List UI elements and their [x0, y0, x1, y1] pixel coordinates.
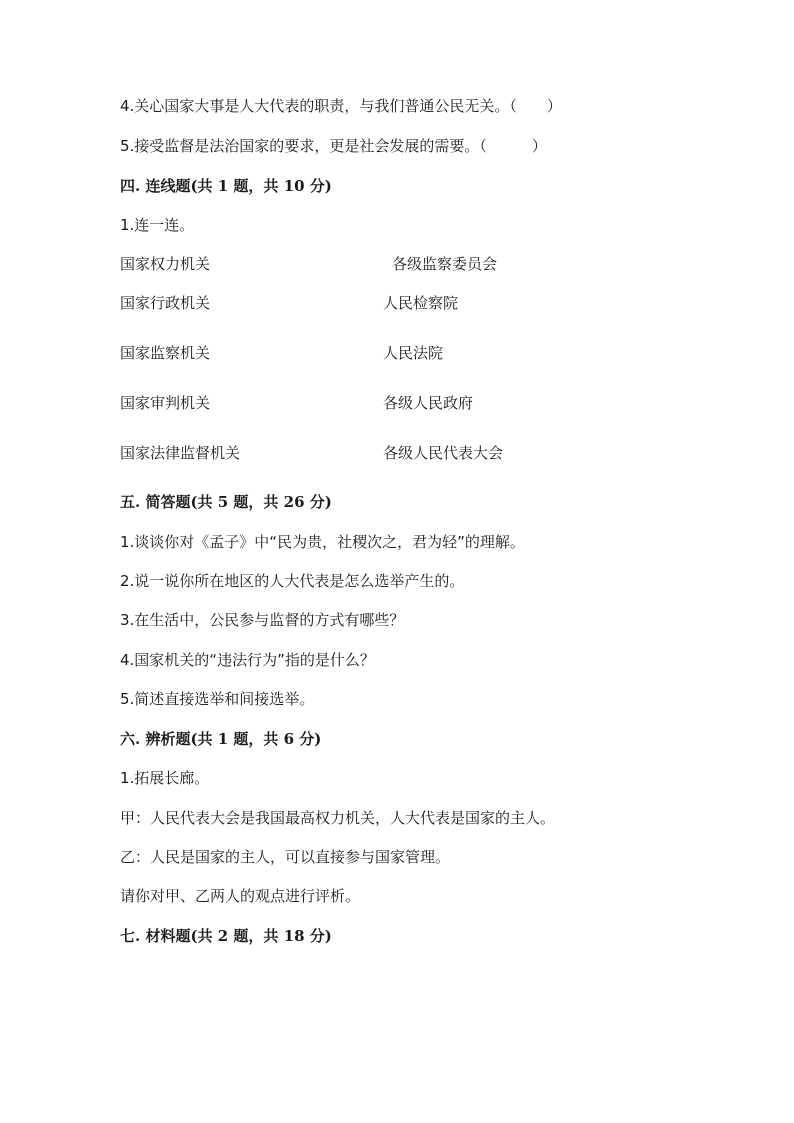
short-answer-1: 1.谈谈你对《孟子》中“民为贵，社稷次之，君为轻”的理解。	[120, 533, 525, 551]
match-right-2: 人民检察院	[383, 294, 459, 312]
short-answer-4: 4.国家机关的“违法行为”指的是什么？	[120, 651, 375, 669]
judge-item-5: 5.接受监督是法治国家的要求，更是社会发展的需要。（ ）	[120, 137, 547, 155]
statement-jia: 甲：人民代表大会是我国最高权力机关，人大代表是国家的主人。	[120, 809, 556, 827]
section-6-question: 1.拓展长廊。	[120, 769, 210, 787]
match-right-4: 各级人民政府	[383, 394, 474, 412]
match-right-1: 各级监察委员会	[392, 255, 498, 273]
section-6-heading: 六. 辨析题(共 1 题，共 6 分)	[120, 730, 322, 748]
section-7-heading: 七. 材料题(共 2 题，共 18 分)	[120, 927, 332, 945]
judge-item-4: 4.关心国家大事是人大代表的职责，与我们普通公民无关。（ ）	[120, 97, 562, 115]
section-4-question: 1.连一连。	[120, 216, 195, 234]
short-answer-5: 5.简述直接选举和间接选举。	[120, 690, 315, 708]
match-right-5: 各级人民代表大会	[383, 444, 504, 462]
section-4-heading: 四. 连线题(共 1 题，共 10 分)	[120, 177, 332, 195]
match-left-3: 国家监察机关	[120, 344, 211, 362]
evaluation-prompt: 请你对甲、乙两人的观点进行评析。	[120, 887, 361, 905]
section-5-heading: 五. 简答题(共 5 题，共 26 分)	[120, 493, 332, 511]
short-answer-3: 3.在生活中，公民参与监督的方式有哪些？	[120, 611, 405, 629]
match-left-5: 国家法律监督机关	[120, 444, 241, 462]
match-left-2: 国家行政机关	[120, 294, 211, 312]
match-left-1: 国家权力机关	[120, 255, 211, 273]
short-answer-2: 2.说一说你所在地区的人大代表是怎么选举产生的。	[120, 572, 465, 590]
statement-yi: 乙：人民是国家的主人，可以直接参与国家管理。	[120, 848, 451, 866]
match-left-4: 国家审判机关	[120, 394, 211, 412]
match-right-3: 人民法院	[383, 344, 444, 362]
